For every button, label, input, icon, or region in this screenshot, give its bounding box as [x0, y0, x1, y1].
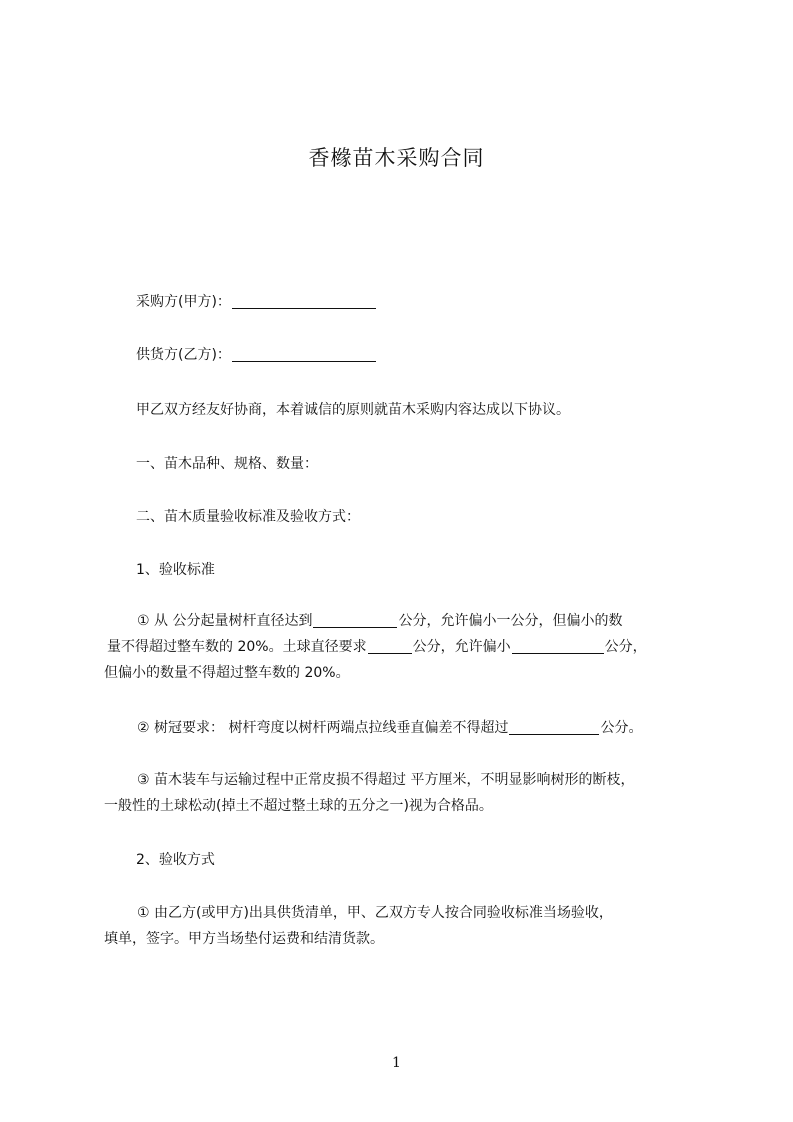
subsection-2-heading: 2、验收方式	[136, 852, 215, 868]
item-3-line-1: ③ 苗木装车与运输过程中正常皮损不得超过 平方厘米，不明显影响树形的断枝，	[137, 772, 635, 788]
item-3-line-2: 一般性的土球松动(掉土不超过整土球的五分之一)视为合格品。	[104, 798, 493, 814]
supplier-line	[136, 346, 377, 364]
trunk-deviation-blank[interactable]	[509, 720, 599, 735]
page-number: 1	[392, 1055, 401, 1071]
root-ball-tolerance-blank[interactable]	[512, 639, 604, 654]
item-2-text-a: ② 树冠要求： 树杆弯度以树杆两端点拉线垂直偏差不得超过	[137, 720, 509, 736]
section-1-heading: 一、苗木品种、规格、数量：	[136, 456, 318, 472]
intro-paragraph: 甲乙双方经友好协商，本着诚信的原则就苗木采购内容达成以下协议。	[136, 402, 570, 418]
item-2-text-b: 公分。	[600, 720, 643, 736]
item-1-line-2	[107, 638, 647, 656]
item-4-line-1: ① 由乙方(或甲方)出具供货清单，甲、乙双方专人按合同验收标准当场验收，	[137, 905, 613, 921]
contract-title: 香橼苗木采购合同	[308, 146, 485, 170]
item-1-text-b: 公分，允许偏小一公分，但偏小的数	[398, 613, 623, 629]
supplier-blank[interactable]	[232, 347, 376, 362]
buyer-blank[interactable]	[232, 294, 376, 309]
item-1-text-c: 量不得超过整车数的 20%。土球直径要求	[107, 639, 367, 655]
item-2-line	[137, 719, 642, 737]
buyer-line	[136, 293, 377, 311]
item-4-line-2: 填单，签字。甲方当场垫付运费和结清货款。	[104, 931, 384, 947]
buyer-label: 采购方(甲方)：	[136, 294, 231, 310]
item-1-text-a: ① 从 公分起量树杆直径达到	[137, 613, 313, 629]
item-1-text-e: 公分，	[604, 639, 647, 655]
root-ball-diameter-blank[interactable]	[368, 639, 412, 654]
item-1-text-d: 公分，允许偏小	[412, 639, 511, 655]
item-1-line-3: 但偏小的数量不得超过整车数的 20%。	[104, 665, 350, 681]
item-1-line-1	[137, 612, 622, 630]
trunk-diameter-blank[interactable]	[313, 613, 397, 628]
supplier-label: 供货方(乙方)：	[136, 347, 231, 363]
subsection-1-heading: 1、验收标准	[136, 562, 215, 578]
section-2-heading: 二、苗木质量验收标准及验收方式：	[136, 509, 360, 525]
